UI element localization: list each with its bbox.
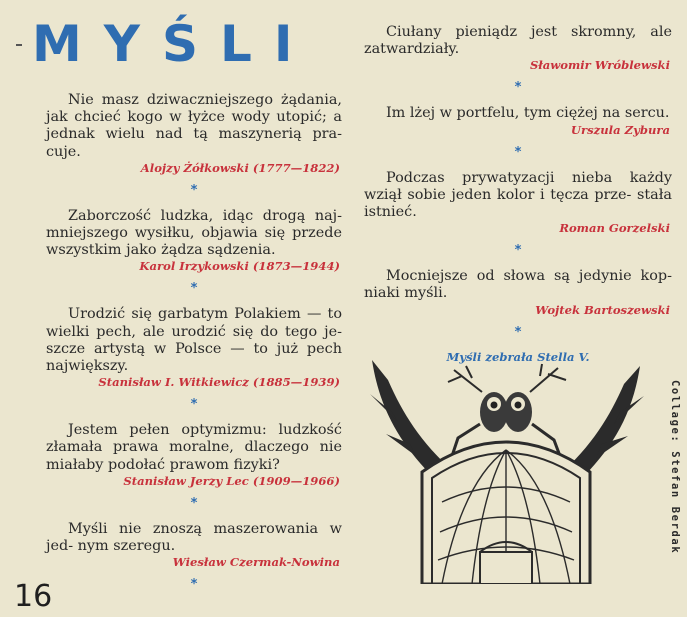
quote-author: Wiesław Czermak-Nowina (172, 555, 340, 570)
collage-credit: Collage: Stefan Berdak (669, 380, 681, 555)
quote-author: Sławomir Wróblewski (529, 58, 670, 73)
left-column (46, 92, 342, 602)
quote-author: Stanisław I. Witkiewicz (1885—1939) (98, 375, 340, 390)
page-title: MYŚLI (32, 15, 315, 73)
separator-asterisk: * (514, 243, 522, 259)
separator-asterisk: * (190, 397, 198, 413)
separator-asterisk: * (190, 495, 198, 511)
quote-line: Myśli nie znoszą maszerowania w jed- (46, 520, 342, 555)
quote-line: zatwardziały. (364, 41, 460, 58)
quote-text (46, 422, 342, 474)
quote-line: wielki pech, ale urodzić się do tego je- (46, 323, 342, 340)
quote-line: Zaborczość ludzka, idąc drogą naj- (68, 207, 342, 224)
quote-line: niaki myśli. (364, 285, 448, 302)
quote-author: Wojtek Bartoszewski (535, 302, 670, 317)
quote-block (46, 92, 342, 176)
quote-text (46, 521, 342, 555)
quote-block (46, 306, 342, 390)
quote-line: wziął sobie jeden kolor i tęcza prze- (364, 186, 632, 203)
quote-line: Im lżej w portfelu, tym ciężej na (386, 105, 621, 122)
quote-line: a jednak wielu nad tą maszynerią pra- (46, 109, 342, 143)
quote-author: Stanisław Jerzy Lec (1909—1966) (123, 473, 340, 488)
page-number: 16 (14, 579, 53, 614)
quote-line: nym szeregu. (77, 538, 176, 555)
quote-author: Urszula Zybura (570, 122, 670, 137)
quote-block (364, 105, 672, 137)
quote-block (46, 521, 342, 570)
quote-author: Roman Gorzelski (559, 221, 670, 236)
separator-asterisk: * (190, 182, 198, 198)
quote-author: Karol Irzykowski (1873—1944) (139, 259, 340, 274)
separator-asterisk: * (190, 281, 198, 297)
quote-text (46, 92, 342, 161)
quote-block (364, 268, 672, 317)
quote-text (46, 208, 342, 260)
quote-line: jak chcieć kogo w łyżce wody utopić; (46, 109, 327, 126)
quote-line: Jestem pełen optymizmu: ludzkość (68, 422, 342, 439)
quote-block (46, 422, 342, 489)
quote-line: mniejszego wysiłku, objawia się przede (46, 225, 342, 242)
quote-line: Mocniejsze od słowa są jedynie kop- (386, 268, 672, 285)
quote-line: szcze artystą w Polsce — to już pech (46, 340, 342, 357)
quote-line: stała istnieć. (364, 186, 672, 221)
quote-line: Ciułany pieniądz jest skromny, ale (386, 24, 672, 40)
quote-line: Nie masz dziwaczniejszego żądania, (68, 92, 342, 108)
quote-block (364, 24, 672, 73)
quote-line: największy. (46, 358, 129, 375)
quote-line: wszystkim jako żądza sądzenia. (46, 242, 276, 259)
separator-asterisk: * (514, 80, 522, 96)
compiled-by: Myśli zebrała Stella V. (446, 349, 590, 364)
quote-text (364, 268, 672, 302)
quote-block (46, 208, 342, 275)
quote-line: miałaby podołać prawom fizyki? (46, 456, 280, 473)
quote-line: złamała prawa moralne, dlaczego nie (46, 439, 342, 456)
quote-line: Urodzić się garbatym Polakiem — to (68, 306, 342, 323)
right-column (364, 24, 672, 364)
quote-author: Alojzy Żółkowski (1777—1822) (140, 160, 340, 175)
collage-illustration (362, 352, 652, 584)
title-dash (16, 44, 22, 46)
quote-text (364, 170, 672, 222)
quote-text (364, 105, 672, 122)
quote-text (46, 306, 342, 375)
separator-asterisk: * (190, 577, 198, 593)
quote-line: cuje. (46, 143, 81, 160)
separator-asterisk: * (514, 324, 522, 340)
quote-block (364, 170, 672, 237)
separator-asterisk: * (514, 144, 522, 160)
quote-line: sercu. (624, 105, 670, 122)
quote-text (364, 24, 672, 58)
quote-line: Podczas prywatyzacji nieba każdy (386, 169, 672, 186)
